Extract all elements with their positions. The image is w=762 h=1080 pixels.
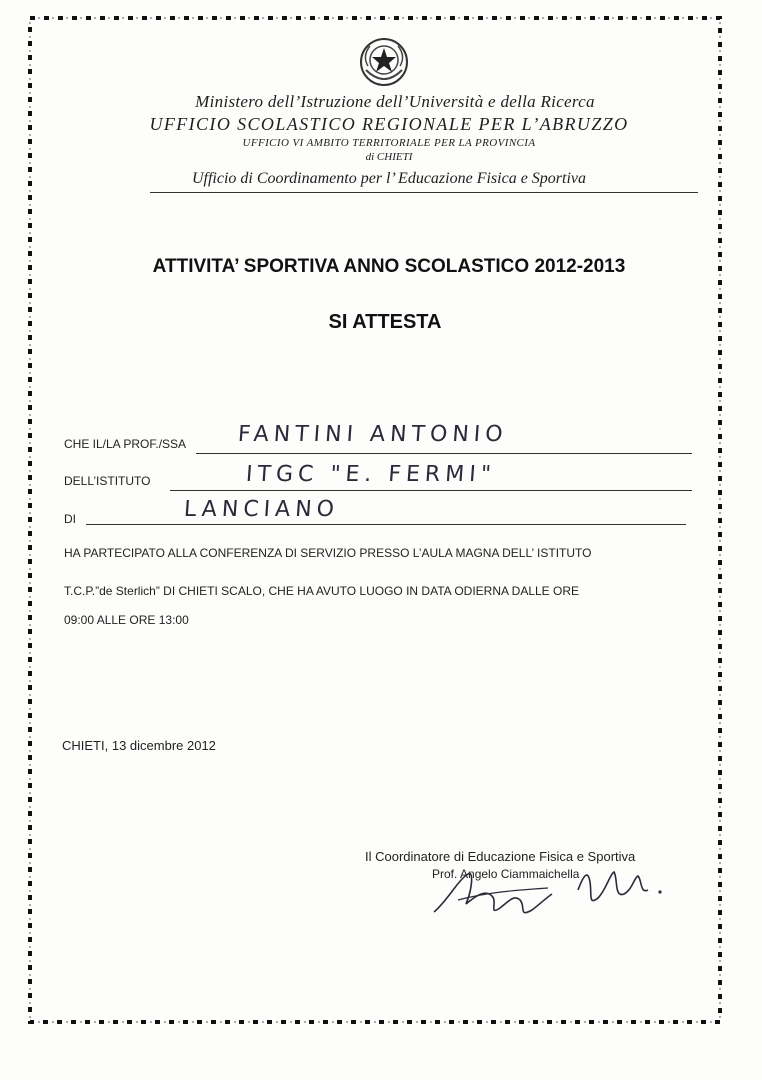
document-title: ATTIVITA’ SPORTIVA ANNO SCOLASTICO 2012-2013 [152, 256, 626, 277]
ministry-line: Ministero dell’Istruzione dell’Università e della Ricerca [195, 92, 595, 111]
body-line-2: T.C.P.”de Sterlich” DI CHIETI SCALO, CHE HA AVUTO LUOGO IN DATA ODIERNA DALLE ORE [64, 584, 580, 598]
signatory-name: Prof. Angelo Ciammaichella [432, 867, 580, 881]
territorial-office-line: UFFICIO VI AMBITO TERRITORIALE PER LA PROVINCIA [242, 137, 536, 149]
coordination-office-line: Ufficio di Coordinamento per l’ Educazione Fisica e Sportiva [191, 170, 587, 187]
signatory-role: Il Coordinatore di Educazione Fisica e Sportiva [365, 849, 636, 864]
place-and-date: CHIETI, 13 dicembre 2012 [62, 738, 216, 753]
prof-value: FANTINI ANTONIO [237, 422, 509, 447]
header-divider [150, 192, 698, 193]
prof-label: CHE IL/LA PROF./SSA [64, 437, 187, 451]
handwritten-signature-icon [428, 860, 678, 930]
regional-office-line: UFFICIO SCOLASTICO REGIONALE PER L’ABRUZZO [149, 114, 629, 134]
di-value: LANCIANO [183, 497, 340, 522]
italian-republic-emblem-icon [358, 36, 410, 88]
istituto-label: DELL’ISTITUTO [64, 474, 151, 488]
istituto-value: ITGC "E. FERMI" [245, 462, 497, 487]
istituto-underline [170, 490, 692, 491]
prof-underline [196, 453, 692, 454]
di-underline [86, 524, 686, 525]
document-subtitle: SI ATTESTA [328, 311, 442, 333]
province-line: di CHIETI [365, 151, 413, 163]
di-label: DI [64, 512, 76, 526]
body-line-3: 09:00 ALLE ORE 13:00 [64, 613, 189, 627]
body-line-1: HA PARTECIPATO ALLA CONFERENZA DI SERVIZIO PRESSO L’AULA MAGNA DELL’ ISTITUTO [64, 546, 592, 560]
